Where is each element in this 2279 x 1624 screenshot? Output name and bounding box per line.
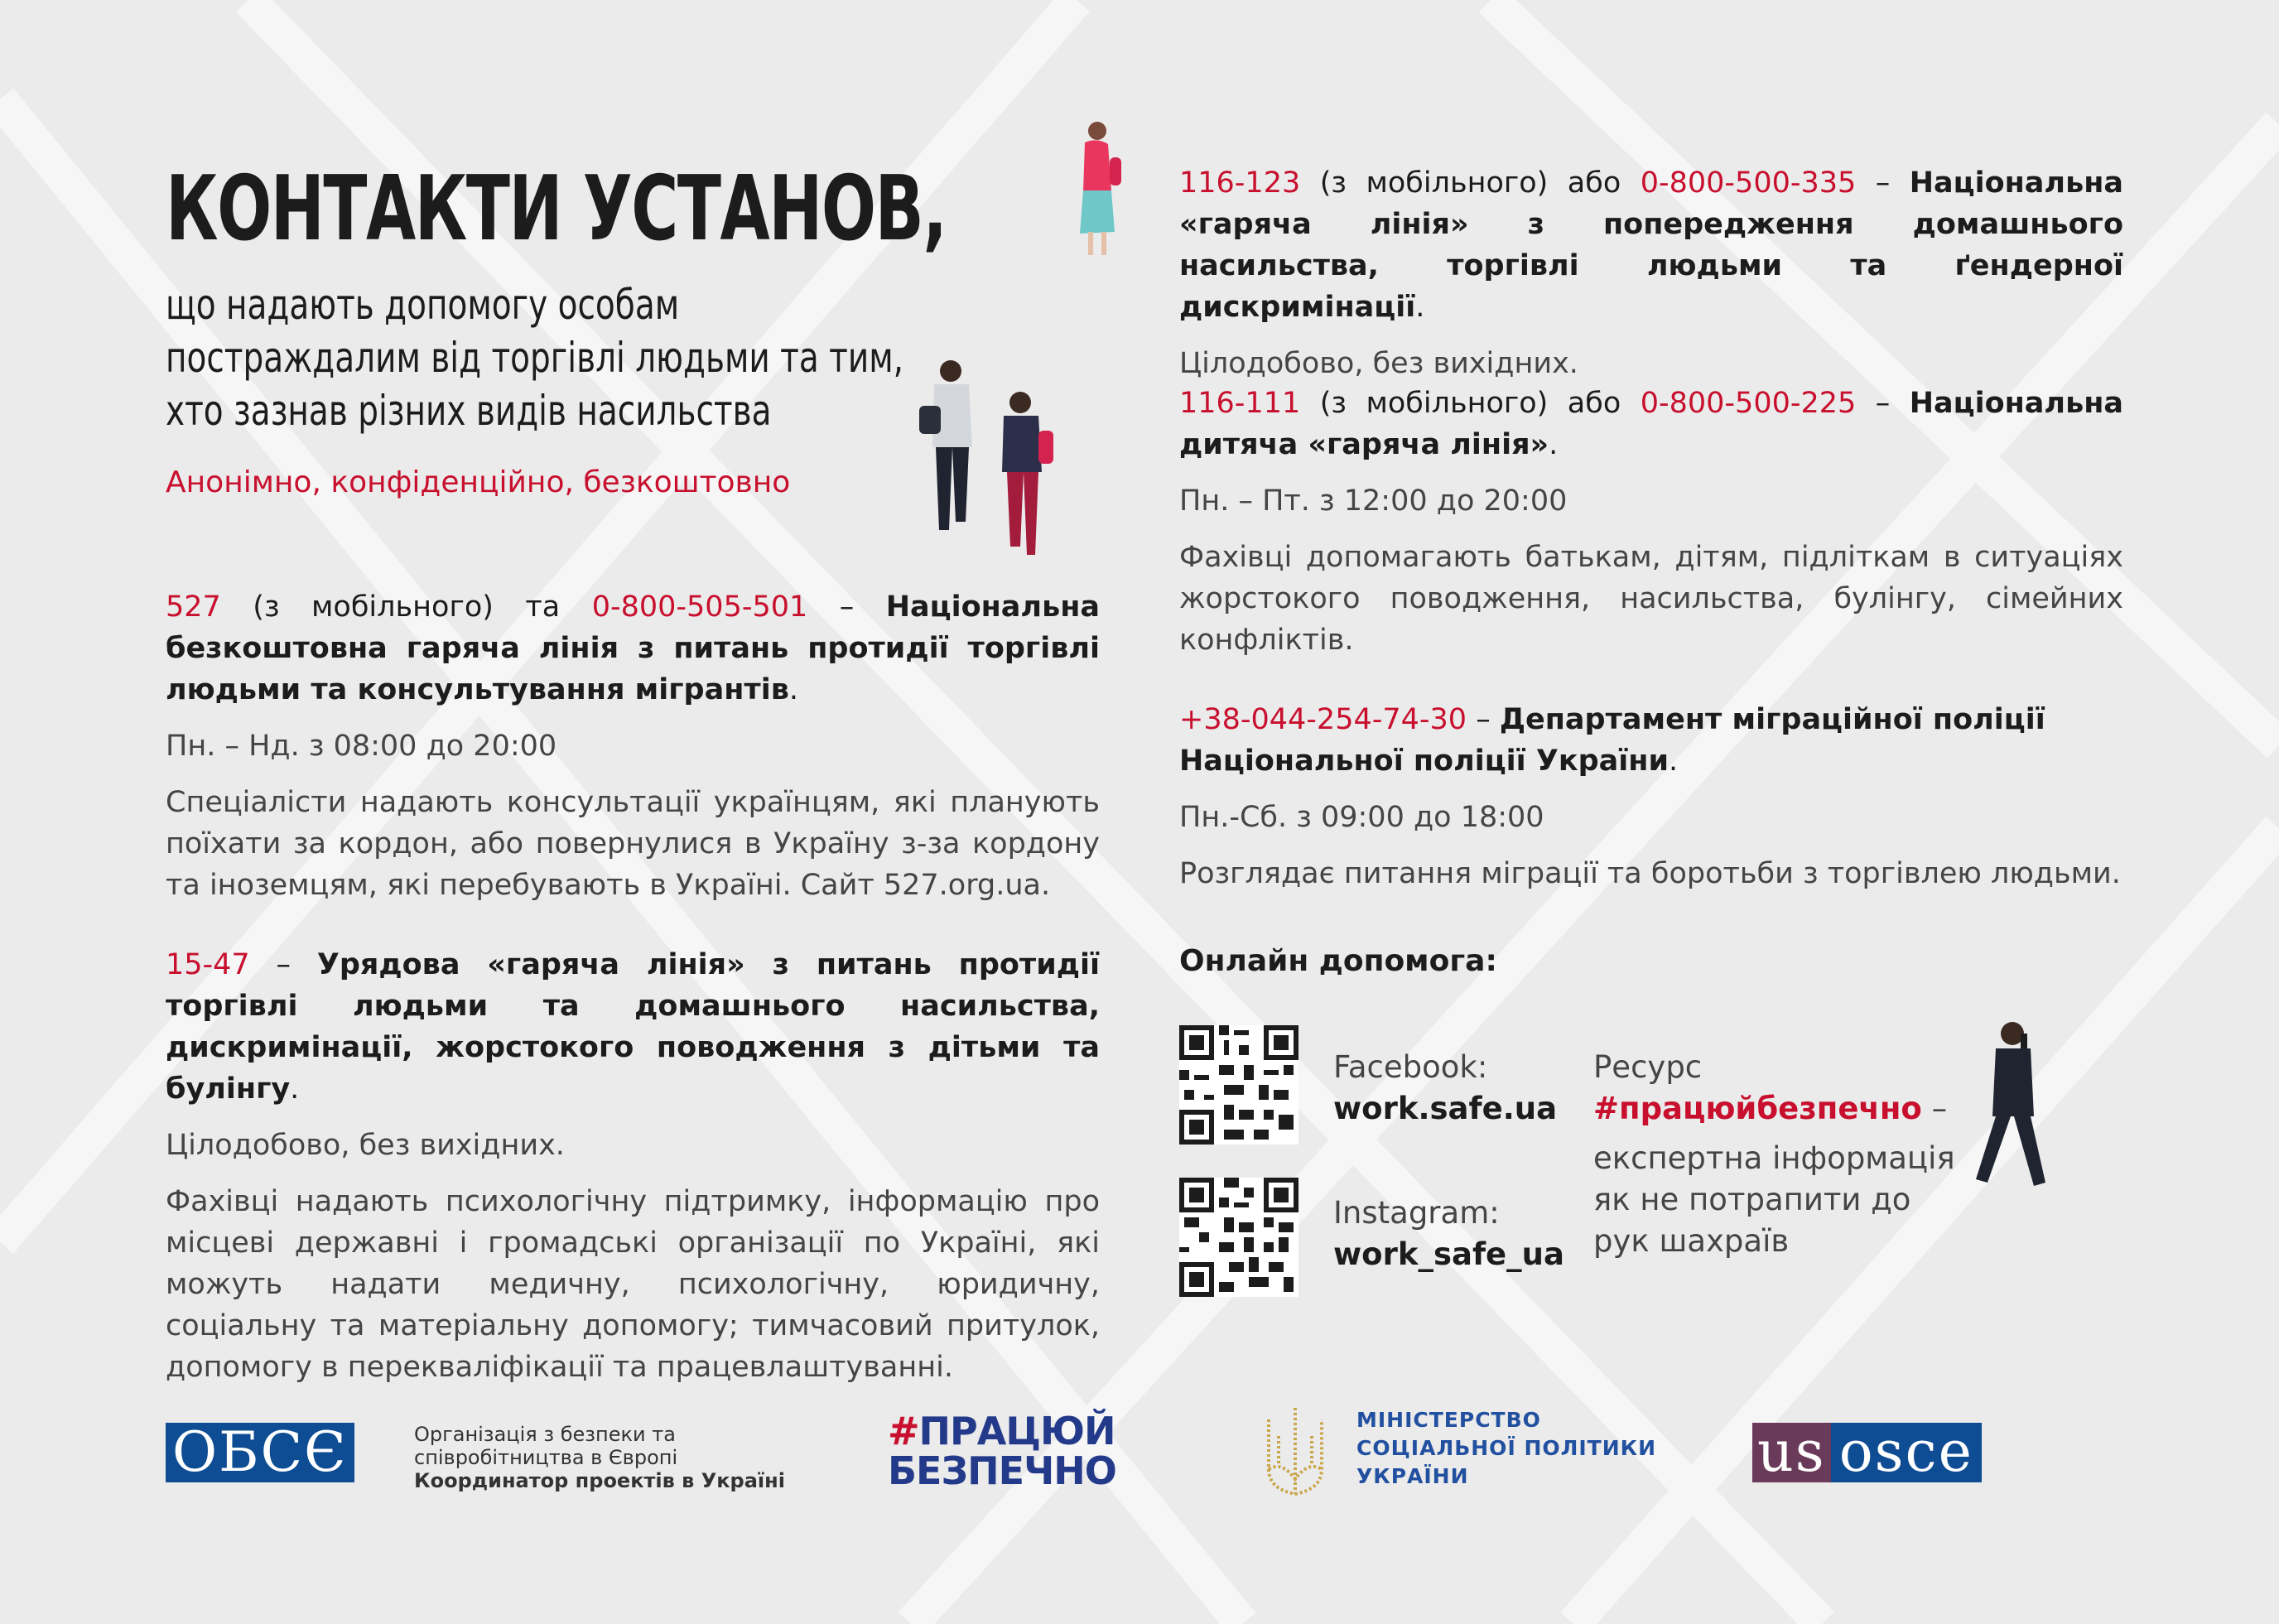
ministry-line: МІНІСТЕРСТВО: [1356, 1408, 1541, 1432]
ministry-social-policy-logo: [1260, 1403, 1657, 1502]
facebook-contact: [1333, 1047, 1557, 1130]
osce-line: співробітництва в Європі: [414, 1446, 678, 1469]
subtitle-line: постраждалим від торгівлі людьми та тим,: [166, 334, 904, 382]
department-name: Департамент міграційної поліції Національної поліції України: [1179, 703, 2045, 778]
contact-116123: [1179, 162, 2123, 384]
usosce-osce: osce: [1831, 1423, 1982, 1482]
instagram-link[interactable]: work_safe_ua: [1333, 1236, 1564, 1272]
contact-1547-lead: [166, 944, 1100, 1110]
contact-527: [166, 586, 1100, 906]
period: .: [290, 1072, 300, 1106]
period: .: [1549, 428, 1559, 461]
hotline-hours: Цілодобово, без вихідних.: [1179, 347, 1578, 380]
period: .: [788, 673, 798, 706]
contact-migration-police: [1179, 699, 2123, 894]
pratsuy-bezpechno-logo: [888, 1411, 1116, 1491]
pratsuy-word: ПРАЦЮЙ: [918, 1409, 1115, 1453]
dash: –: [807, 590, 886, 624]
hotline-hours: Пн. – Пт. з 12:00 до 20:00: [1179, 484, 1568, 518]
usosce-logo: [1752, 1419, 1982, 1485]
phone-527[interactable]: 527: [166, 590, 221, 624]
contact-migration-lead: [1179, 699, 2123, 782]
period: .: [1668, 745, 1679, 778]
hotline-name: Національна дитяча «гаряча лінія»: [1179, 387, 2123, 461]
phone-connector: (з мобільного) або: [1300, 387, 1641, 420]
osce-line: Координатор проектів в Україні: [414, 1469, 785, 1492]
online-help-title: Онлайн допомога:: [1179, 944, 1497, 978]
ministry-line: УКРАЇНИ: [1356, 1464, 1469, 1488]
contact-527-lead: [166, 586, 1100, 711]
dash: –: [1921, 1091, 1948, 1126]
dash: –: [1467, 703, 1500, 736]
hotline-hours: Цілодобово, без вихідних.: [166, 1129, 565, 1162]
hotline-description: Фахівці допомагають батькам, дітям, підліткам в ситуаціях жорстокого поводження, насильства, булінгу, сімейних конфліктів.: [1179, 541, 2123, 657]
instagram-contact: [1333, 1193, 1564, 1275]
hotline-name: Урядова «гаряча лінія» з питань протидії торгівлі людьми та домашнього насильства, дискримінації, жорстокого поводження з дітьми та булінгу: [166, 948, 1100, 1106]
osce-logo-mark: ОБСЄ: [166, 1423, 354, 1482]
hotline-description: Фахівці надають психологічну підтримку, інформацію про місцеві державні і громадські організації по Україні, які можуть надати медичну, психологічну, юридичну, соціальну та матеріальну допомогу; тимчасовий притулок, допомогу в перекваліфікації та працевлаштуванні.: [166, 1185, 1100, 1384]
phone-connector: (з мобільного) або: [1300, 166, 1641, 200]
dash: –: [1856, 387, 1910, 420]
tagline: Анонімно, конфіденційно, безкоштовно: [166, 465, 791, 499]
dash: –: [1856, 166, 1910, 200]
hotline-name: Національна безкоштовна гаряча лінія з питань протидії торгівлі людьми та консультування мігрантів: [166, 590, 1100, 706]
facebook-label: Facebook:: [1333, 1049, 1488, 1085]
resource-info: [1593, 1047, 1958, 1262]
resource-label: Ресурс: [1593, 1049, 1703, 1085]
hash-sign: #: [888, 1409, 919, 1453]
period: .: [1415, 291, 1425, 324]
facebook-qr-code[interactable]: [1179, 1025, 1298, 1145]
trident-emblem-icon: [1260, 1403, 1330, 1502]
page-title: КОНТАКТИ УСТАНОВ,: [166, 157, 947, 261]
department-hours: Пн.-Сб. з 09:00 до 18:00: [1179, 801, 1544, 834]
osce-logo-text: [414, 1423, 785, 1492]
resource-description: експертна інформація як не потрапити до рук шахраїв: [1593, 1140, 1955, 1259]
phone-0800500335[interactable]: 0-800-500-335: [1640, 166, 1857, 200]
walking-man-phone-illustration: [1963, 1017, 2070, 1216]
page-subtitle: [166, 278, 904, 437]
hotline-description: Спеціалісти надають консультації українцям, які планують поїхати за кордон, або повернулися в Україну з-за кордону та іноземцям, які перебувають в Україні. Сайт 527.org.ua.: [166, 786, 1100, 902]
contact-1547: [166, 944, 1100, 1388]
walking-couple-illustration: [911, 356, 1077, 571]
phone-116123[interactable]: 116-123: [1179, 166, 1301, 200]
usosce-us: us: [1752, 1423, 1831, 1482]
contact-116111-lead: [1179, 383, 2123, 465]
phone-0800500225[interactable]: 0-800-500-225: [1640, 387, 1857, 420]
resource-hashtag-line: [1593, 1088, 1958, 1130]
dash: –: [249, 948, 317, 981]
phone-116111[interactable]: 116-111: [1179, 387, 1301, 420]
phone-0800505501[interactable]: 0-800-505-501: [591, 590, 808, 624]
subtitle-line: хто зазнав різних видів насильства: [166, 387, 772, 435]
ministry-line: СОЦІАЛЬНОЇ ПОЛІТИКИ: [1356, 1436, 1657, 1460]
hotline-hours: Пн. – Нд. з 08:00 до 20:00: [166, 730, 557, 763]
phone-1547[interactable]: 15-47: [166, 948, 250, 981]
contact-116111: [1179, 383, 2123, 661]
facebook-link[interactable]: work.safe.ua: [1333, 1091, 1558, 1126]
department-description: Розглядає питання міграції та боротьби з торгівлею людьми.: [1179, 857, 2121, 890]
walking-woman-pink-illustration: [1060, 116, 1126, 265]
instagram-qr-code[interactable]: [1179, 1178, 1298, 1297]
instagram-label: Instagram:: [1333, 1195, 1500, 1231]
osce-project-coordinator-logo: [166, 1420, 785, 1492]
bezpechno-word: БЕЗПЕЧНО: [888, 1448, 1116, 1493]
subtitle-line: що надають допомогу особам: [166, 281, 680, 329]
contact-116123-lead: [1179, 162, 2123, 328]
phone-connector: (з мобільного) та: [220, 590, 592, 624]
phone-migration-police[interactable]: +38-044-254-74-30: [1179, 703, 1467, 736]
osce-line: Організація з безпеки та: [414, 1423, 676, 1446]
resource-hashtag[interactable]: #працюйбезпечно: [1593, 1091, 1922, 1126]
hotline-name: Національна «гаряча лінія» з попередження домашнього насильства, торгівлі людьми та ґендерної дискримінації: [1179, 166, 2123, 324]
ministry-name: [1356, 1406, 1656, 1491]
